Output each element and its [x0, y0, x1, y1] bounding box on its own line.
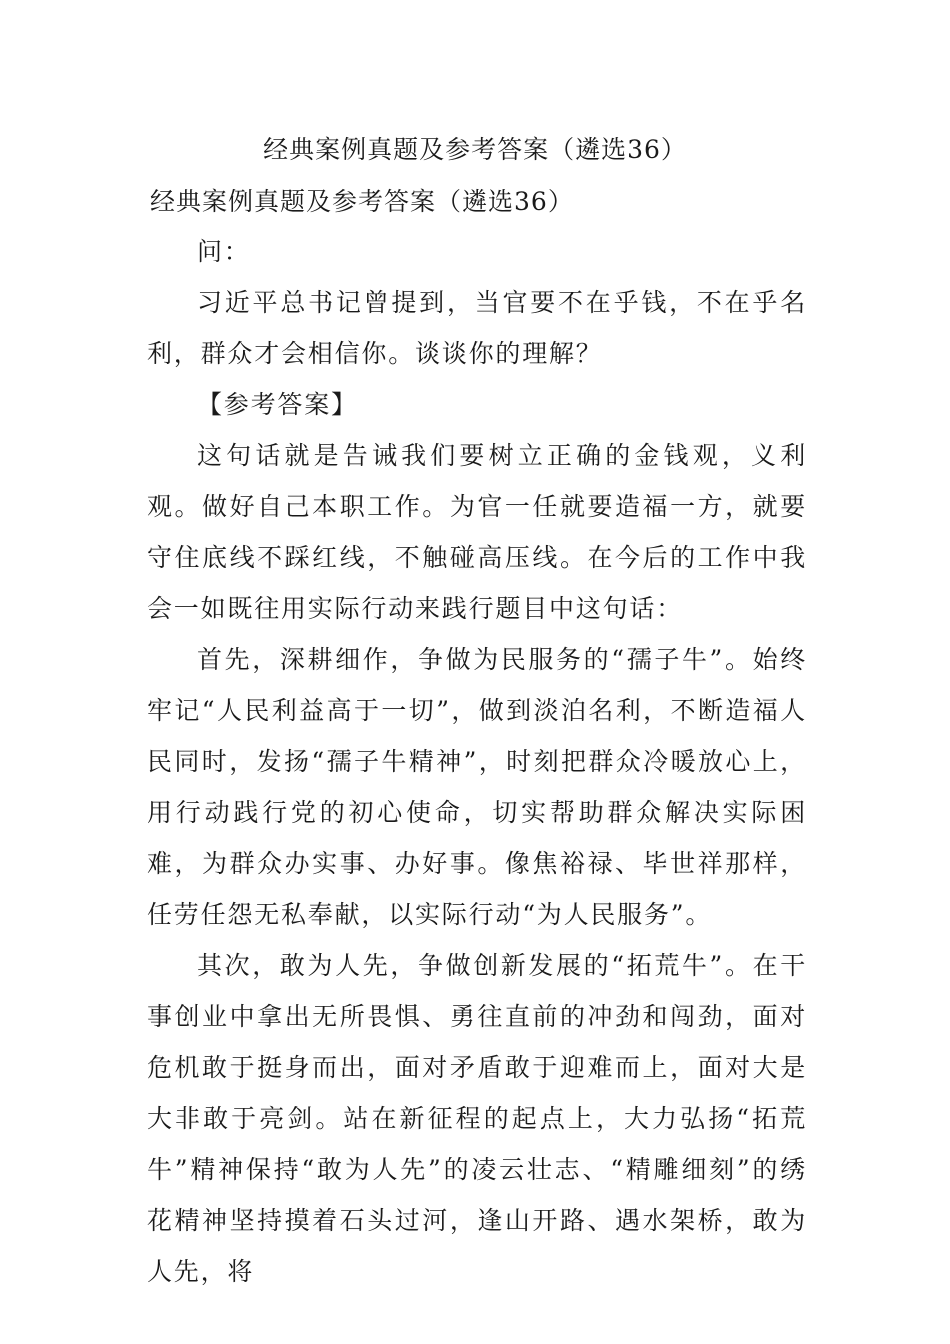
document-subtitle: 经典案例真题及参考答案（遴选36） [150, 187, 574, 216]
answer-intro-paragraph: 这句话就是告诫我们要树立正确的金钱观，义利观。做好自己本职工作。为官一任就要造福一方，就要守住底线不踩红线，不触碰高压线。在今后的工作中我会一如既往用实际行动来践行题目中这句话： [147, 441, 807, 623]
question-label: 问： [197, 237, 251, 266]
answer-point-2-paragraph: 其次，敢为人先，争做创新发展的“拓荒牛”。在干事创业中拿出无所畏惧、勇往直前的冲劲和闯劲，面对危机敢于挺身而出，面对矛盾敢于迎难而上，面对大是大非敢于亮剑。站在新征程的起点上，大力弘扬“拓荒牛”精神保持“敢为人先”的凌云壮志、“精雕细刻”的绣花精神坚持摸着石头过河，逢山开路、遇水架桥，敢为人先，将 [147, 951, 807, 1286]
answer-heading: 【参考答案】 [197, 390, 358, 419]
document-body [147, 226, 807, 1297]
answer-point-1-paragraph: 首先，深耕细作，争做为民服务的“孺子牛”。始终牢记“人民利益高于一切”，做到淡泊名利，不断造福人民同时，发扬“孺子牛精神”，时刻把群众冷暖放心上，用行动践行党的初心使命，切实帮助群众解决实际困难，为群众办实事、办好事。像焦裕禄、毕世祥那样，任劳任怨无私奉献，以实际行动“为人民服务”。 [147, 645, 807, 929]
document-title: 经典案例真题及参考答案（遴选36） [263, 135, 687, 164]
question-text: 习近平总书记曾提到，当官要不在乎钱，不在乎名利，群众才会相信你。谈谈你的理解？ [147, 288, 807, 368]
